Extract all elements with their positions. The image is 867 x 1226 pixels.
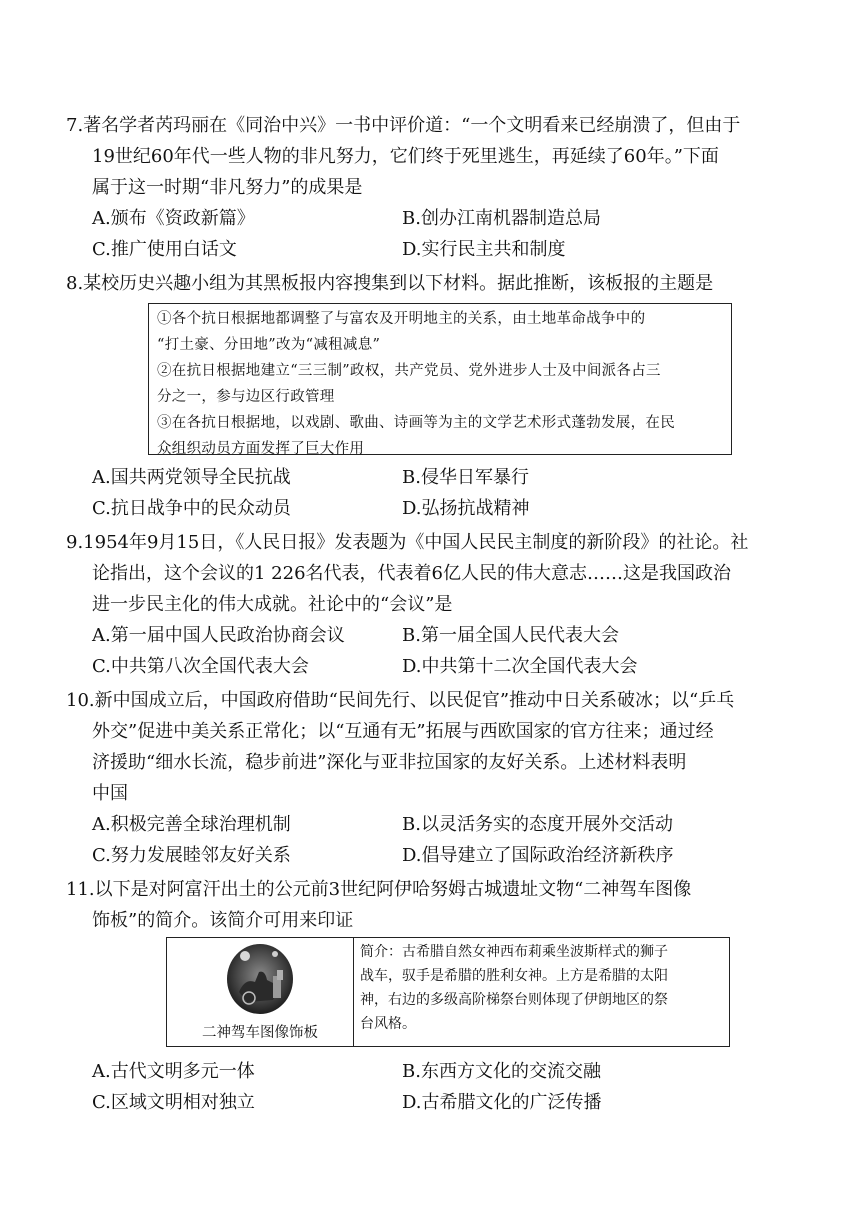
option-a[interactable]: A.积极完善全球治理机制 <box>92 814 291 835</box>
option-c[interactable]: C.抗日战争中的民众动员 <box>92 498 291 519</box>
intro-line: 神，右边的多级高阶梯祭台则体现了伊朗地区的祭 <box>360 992 668 1008</box>
option-a[interactable]: A.国共两党领导全民抗战 <box>92 467 291 488</box>
option-c[interactable]: C.区域文明相对独立 <box>92 1092 255 1113</box>
question-stem-line: 饰板”的简介。该简介可用来印证 <box>92 910 354 931</box>
option-b[interactable]: B.第一届全国人民代表大会 <box>402 625 619 646</box>
material-line: ②在抗日根据地建立“三三制”政权，共产党员、党外进步人士及中间派各占三 <box>157 363 661 379</box>
option-b[interactable]: B.侵华日军暴行 <box>402 467 529 488</box>
artifact-intro <box>354 938 729 1046</box>
option-d[interactable]: D.中共第十二次全国代表大会 <box>402 656 638 677</box>
question-8-options <box>92 462 782 524</box>
option-a[interactable]: A.古代文明多元一体 <box>92 1061 255 1082</box>
material-line: 分之一，参与边区行政管理 <box>157 389 335 405</box>
material-line: ①各个抗日根据地都调整了与富农及开明地主的关系，由土地革命战争中的 <box>157 311 646 327</box>
option-d[interactable]: D.倡导建立了国际政治经济新秩序 <box>402 845 674 866</box>
material-line: 众组织动员方面发挥了巨大作用 <box>157 441 365 457</box>
option-b[interactable]: B.以灵活务实的态度开展外交活动 <box>402 814 673 835</box>
artifact-figure-cell <box>167 938 354 1046</box>
question-10 <box>66 685 782 871</box>
question-stem-line: 论指出，这个会议的1 226名代表，代表着6亿人民的伟大意志……这是我国政治 <box>92 563 731 584</box>
question-8 <box>66 268 782 299</box>
option-d[interactable]: D.弘扬抗战精神 <box>402 498 530 519</box>
option-d[interactable]: D.古希腊文化的广泛传播 <box>402 1092 602 1113</box>
question-stem-line: 属于这一时期“非凡努力”的成果是 <box>92 177 363 198</box>
option-c[interactable]: C.中共第八次全国代表大会 <box>92 656 309 677</box>
question-7 <box>66 110 782 265</box>
option-d[interactable]: D.实行民主共和制度 <box>402 239 566 260</box>
material-line: “打土豪、分田地”改为“减租减息” <box>157 337 381 353</box>
question-9 <box>66 527 782 682</box>
question-stem-line: 9.1954年9月15日，《人民日报》发表题为《中国人民民主制度的新阶段》的社论。社 <box>66 532 749 553</box>
question-stem-line: 外交”促进中美关系正常化；以“互通有无”拓展与西欧国家的官方往来；通过经 <box>92 721 714 742</box>
artifact-plaque-image <box>225 942 295 1016</box>
question-stem-line: 7.著名学者芮玛丽在《同治中兴》一书中评价道：“一个文明看来已经崩溃了，但由于 <box>66 115 741 136</box>
option-c[interactable]: C.推广使用白话文 <box>92 239 237 260</box>
option-b[interactable]: B.创办江南机器制造总局 <box>402 208 601 229</box>
material-box <box>148 303 732 455</box>
question-stem-line: 10.新中国成立后，中国政府借助“民间先行、以民促官”推动中日关系破冰；以“乒乓 <box>66 690 735 711</box>
option-b[interactable]: B.东西方文化的交流交融 <box>402 1061 601 1082</box>
question-stem-line: 19世纪60年代一些人物的非凡努力，它们终于死里逃生，再延续了60年。”下面 <box>92 146 719 167</box>
figure-caption: 二神驾车图像饰板 <box>202 1025 318 1041</box>
option-c[interactable]: C.努力发展睦邻友好关系 <box>92 845 291 866</box>
question-stem-line: 中国 <box>92 783 128 804</box>
intro-line: 台风格。 <box>360 1016 416 1032</box>
question-stem-line: 11.以下是对阿富汗出土的公元前3世纪阿伊哈努姆古城遗址文物“二神驾车图像 <box>66 879 692 900</box>
artifact-table <box>166 937 730 1047</box>
option-a[interactable]: A.颁布《资政新篇》 <box>92 208 255 229</box>
intro-line: 战车，驭手是希腊的胜利女神。上方是希腊的太阳 <box>360 968 668 984</box>
option-a[interactable]: A.第一届中国人民政治协商会议 <box>92 625 345 646</box>
question-stem-line: 8.某校历史兴趣小组为其黑板报内容搜集到以下材料。据此推断，该板报的主题是 <box>66 273 714 294</box>
question-stem-line: 进一步民主化的伟大成就。社论中的“会议”是 <box>92 594 453 615</box>
material-line: ③在各抗日根据地，以戏剧、歌曲、诗画等为主的文学艺术形式蓬勃发展，在民 <box>157 415 675 431</box>
question-stem-line: 济援助“细水长流，稳步前进”深化与亚非拉国家的友好关系。上述材料表明 <box>92 752 687 773</box>
intro-line: 简介：古希腊自然女神西布莉乘坐波斯样式的狮子 <box>360 944 668 960</box>
question-11 <box>66 874 782 936</box>
question-11-options <box>92 1056 782 1118</box>
